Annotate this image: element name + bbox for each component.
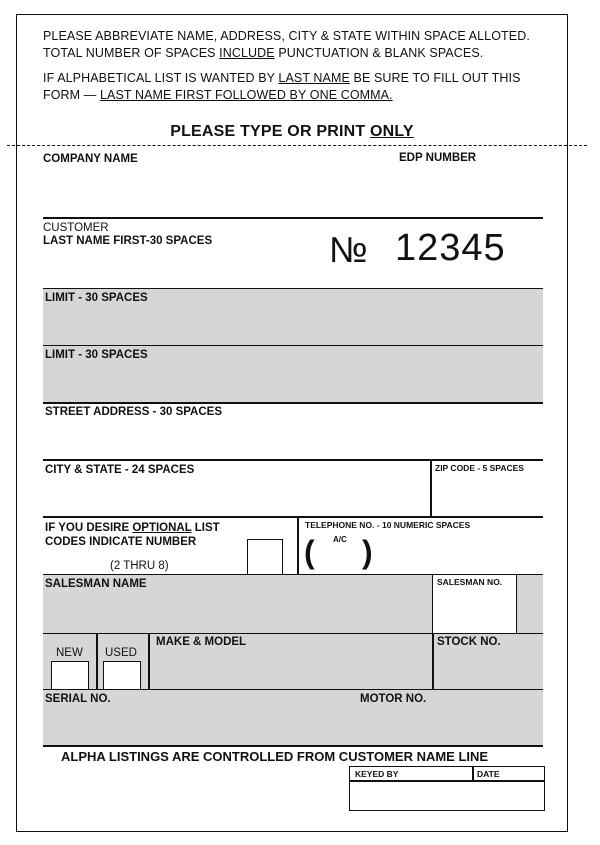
salesman-no-field[interactable]: SALESMAN NO. (437, 577, 503, 587)
paren-close: ) (362, 534, 373, 570)
keyed-by-field[interactable]: KEYED BY (355, 769, 399, 779)
street-address-field[interactable]: STREET ADDRESS - 30 SPACES (45, 406, 223, 418)
used-checkbox[interactable] (103, 661, 141, 691)
optional-code-box[interactable] (247, 539, 283, 575)
optional-text: IF YOU DESIRE (45, 522, 133, 534)
instruction-line-2-end: PUNCTUATION & BLANK SPACES. (274, 46, 484, 60)
instruction-line-2-text: TOTAL NUMBER OF SPACES (43, 46, 220, 60)
serial-no-field[interactable]: SERIAL NO. (45, 693, 111, 705)
instruction-line-1: PLEASE ABBREVIATE NAME, ADDRESS, CITY & STATE WITHIN SPACE ALLOTED. (43, 29, 530, 43)
edp-number-field[interactable]: EDP NUMBER (399, 152, 477, 164)
optional-underlined: OPTIONAL (132, 522, 192, 534)
instruction-last-name: LAST NAME (278, 71, 350, 85)
order-form (16, 14, 568, 832)
thru-label: (2 THRU 8) (110, 560, 169, 572)
optional-codes-label (45, 522, 220, 534)
instruction-include: INCLUDE (219, 46, 275, 60)
instruction-line-3-text: IF ALPHABETICAL LIST IS WANTED BY (43, 71, 279, 85)
divider (96, 633, 98, 689)
divider (349, 780, 545, 782)
divider (297, 516, 299, 574)
limit-field-2[interactable]: LIMIT - 30 SPACES (45, 349, 148, 361)
instruction-line-2 (43, 45, 483, 61)
serial-shade (43, 690, 543, 745)
new-label: NEW (56, 647, 83, 659)
area-code-label: A/C (333, 535, 347, 544)
zip-code-field[interactable]: ZIP CODE - 5 SPACES (435, 463, 524, 473)
instruction-last-name-first: LAST NAME FIRST FOLLOWED BY ONE COMMA. (99, 88, 393, 102)
instruction-line-3-end: BE SURE TO FILL OUT THIS (349, 71, 521, 85)
new-checkbox[interactable] (51, 661, 89, 691)
city-state-field[interactable]: CITY & STATE - 24 SPACES (45, 464, 195, 476)
customer-label: CUSTOMER (43, 222, 109, 234)
optional-list-text: LIST (191, 522, 220, 534)
make-model-field[interactable]: MAKE & MODEL (156, 636, 247, 648)
divider (43, 402, 543, 404)
divider (432, 633, 434, 689)
limit-field-1[interactable]: LIMIT - 30 SPACES (45, 292, 148, 304)
instruction-line-4-text: FORM — (43, 88, 100, 102)
customer-last-name-field[interactable]: LAST NAME FIRST-30 SPACES (43, 235, 213, 247)
divider (43, 459, 543, 461)
divider (430, 459, 432, 517)
divider (43, 516, 543, 518)
company-name-field[interactable]: COMPANY NAME (43, 153, 138, 165)
telephone-field[interactable]: TELEPHONE NO. - 10 NUMERIC SPACES (305, 520, 471, 530)
instruction-line-3 (43, 70, 521, 86)
codes-indicate-label: CODES INDICATE NUMBER (45, 536, 197, 548)
motor-no-field[interactable]: MOTOR NO. (360, 693, 427, 705)
form-number: 12345 (395, 227, 506, 269)
stock-no-field[interactable]: STOCK NO. (437, 636, 501, 648)
heading-text: PLEASE TYPE OR PRINT (170, 123, 370, 140)
form-heading (17, 123, 567, 141)
used-label: USED (105, 647, 137, 659)
divider (148, 633, 150, 689)
dashed-tear-line (7, 145, 587, 146)
divider (43, 745, 543, 747)
divider (472, 766, 474, 781)
number-sign: № (329, 229, 368, 270)
paren-open: ( (304, 534, 315, 570)
salesman-name-field[interactable]: SALESMAN NAME (45, 578, 147, 590)
instruction-line-4 (43, 87, 393, 103)
divider (43, 217, 543, 219)
heading-only: ONLY (370, 123, 414, 140)
alpha-listings-note: ALPHA LISTINGS ARE CONTROLLED FROM CUSTOMER NAME LINE (61, 749, 489, 764)
date-field[interactable]: DATE (477, 769, 500, 779)
